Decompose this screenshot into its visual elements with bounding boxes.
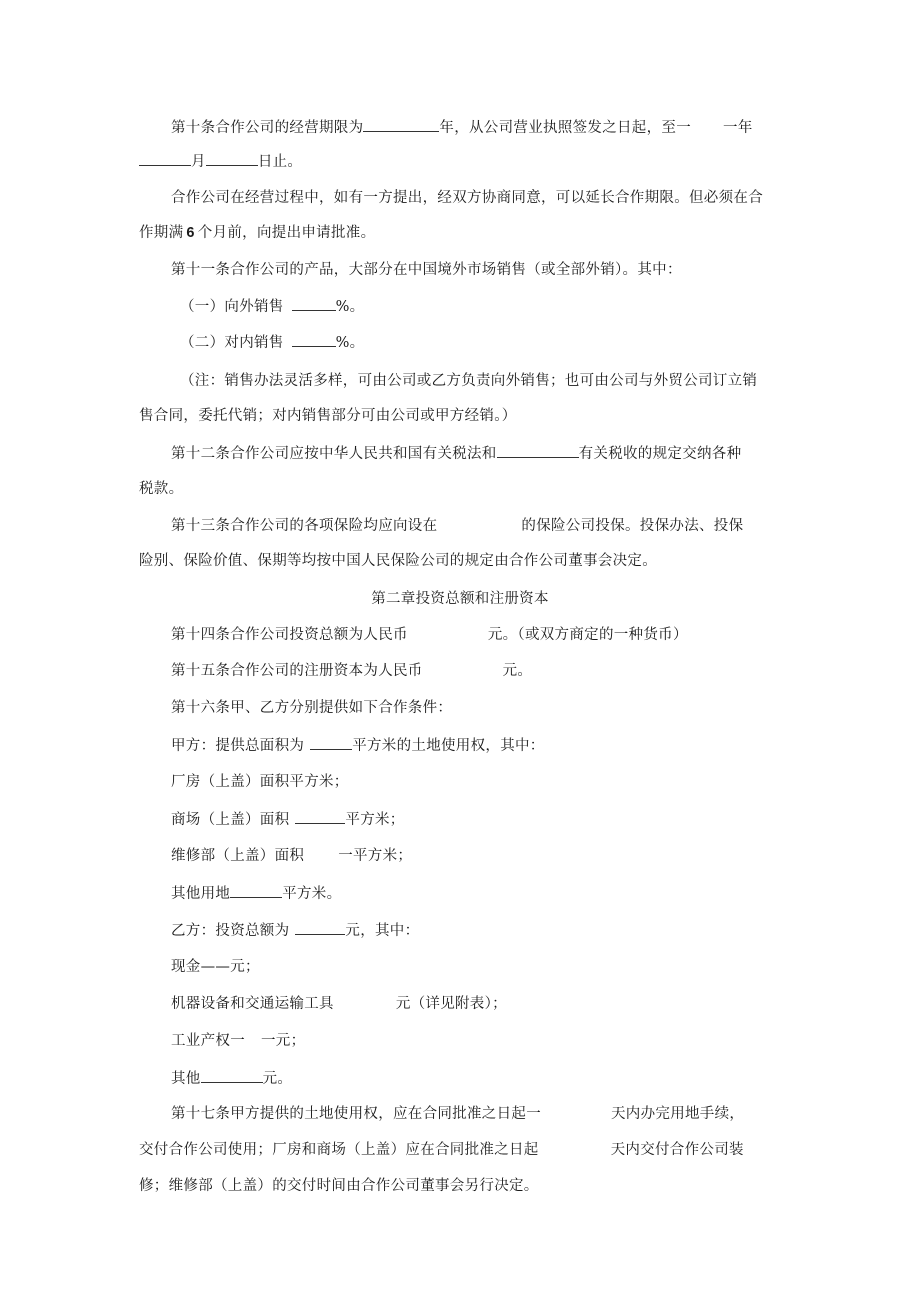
art15-line bbox=[171, 661, 532, 681]
blank-domestic-percent bbox=[292, 332, 336, 347]
art11-item2-unit: %。 bbox=[335, 335, 365, 351]
art13-line2: 险别、保险价值、保期等均按中国人民保险公司的规定由合作公司董事会决定。 bbox=[139, 553, 657, 569]
art14-text-a: 第十四条合作公司投资总额为人民币 bbox=[171, 627, 408, 643]
art10-text-d: 月 bbox=[191, 154, 206, 170]
blank-total-area bbox=[310, 735, 352, 750]
art17-line2 bbox=[139, 1140, 744, 1160]
art11-item2 bbox=[180, 332, 365, 353]
art10-text-b: 年，从公司营业执照签发之日起，至一 bbox=[439, 120, 692, 136]
art16-party-b bbox=[171, 920, 419, 941]
art12-text-a: 第十二条合作公司应按中华人民共和国有关税法和 bbox=[171, 446, 497, 462]
blank-other-land-area bbox=[230, 883, 282, 898]
blank-years bbox=[363, 117, 439, 132]
blank-mall-area bbox=[295, 809, 345, 824]
art16-other-land-text-b: 平方米。 bbox=[282, 886, 342, 902]
art16-intro: 第十六条甲、乙方分别提供如下合作条件： bbox=[171, 700, 453, 716]
blank-other-amount bbox=[201, 1068, 263, 1083]
art10-text-c: 一年 bbox=[723, 120, 753, 136]
art13-text-b: 的保险公司投保。投保办法、投保 bbox=[521, 518, 744, 534]
art10-text-e: 日止。 bbox=[257, 154, 303, 170]
art13-line1 bbox=[171, 516, 743, 536]
art16-party-a-text-a: 甲方：提供总面积为 bbox=[171, 738, 305, 754]
art17-text-d: 天内交付合作公司装 bbox=[610, 1142, 744, 1158]
art12-line2: 税款。 bbox=[139, 481, 184, 497]
art16-other-text-a: 其他 bbox=[171, 1071, 201, 1087]
blank-day bbox=[206, 151, 258, 166]
art17-line1 bbox=[171, 1104, 744, 1124]
art14-text-b: 元。（或双方商定的一种货币） bbox=[487, 627, 688, 643]
art16-machines-text-a: 机器设备和交通运输工具 bbox=[171, 996, 334, 1012]
art16-ip-text-b: 一元； bbox=[261, 1033, 306, 1049]
art16-mall-text-b: 平方米； bbox=[345, 812, 405, 828]
art10-line1 bbox=[171, 117, 753, 138]
art16-mall-text-a: 商场（上盖）面积 bbox=[171, 812, 290, 828]
art16-party-b-text-a: 乙方：投资总额为 bbox=[171, 923, 290, 939]
art10-ext-text-b: 个月前，向提出申请批准。 bbox=[197, 225, 376, 241]
blank-export-percent bbox=[292, 296, 336, 311]
art10-text-a: 第十条合作公司的经营期限为 bbox=[171, 120, 364, 136]
art16-repair-text-a: 维修部（上盖）面积 bbox=[171, 848, 305, 864]
art14-line bbox=[171, 625, 688, 645]
art15-text-a: 第十五条合作公司的注册资本为人民币 bbox=[171, 663, 423, 679]
art11-item2-label: （二）对内销售 bbox=[180, 335, 284, 351]
art10-ext-line2 bbox=[139, 223, 375, 243]
art16-ip-text-a: 工业产权一 bbox=[171, 1033, 245, 1049]
art16-mall bbox=[171, 809, 405, 830]
art16-other-land bbox=[171, 883, 341, 904]
art16-machines bbox=[171, 994, 507, 1014]
art16-other-land-text-a: 其他用地 bbox=[171, 886, 231, 902]
art11-note-line2: 售合同，委托代销；对内销售部分可由公司或甲方经销。） bbox=[139, 408, 517, 424]
blank-investment-total bbox=[295, 920, 345, 935]
art10-ext-line1: 合作公司在经营过程中，如有一方提出，经双方协商同意，可以延长合作期限。但必须在合 bbox=[171, 190, 763, 206]
art11-item1 bbox=[180, 296, 365, 317]
art11-intro: 第十一条合作公司的产品，大部分在中国境外市场销售（或全部外销）。其中： bbox=[171, 262, 682, 278]
art16-other-text-b: 元。 bbox=[262, 1071, 293, 1087]
art16-party-a bbox=[171, 735, 545, 756]
art12-line1 bbox=[171, 443, 741, 464]
art11-item1-label: （一）向外销售 bbox=[180, 299, 284, 315]
art16-machines-text-b: 元（详见附表）； bbox=[395, 996, 507, 1012]
art16-repair bbox=[171, 846, 412, 866]
art12-text-b: 有关税收的规定交纳各种 bbox=[578, 446, 742, 462]
art10-ext-number: 6 bbox=[186, 225, 195, 241]
art16-party-b-text-b: 元，其中： bbox=[345, 923, 420, 939]
art10-ext-text-a: 作期满 bbox=[139, 225, 184, 241]
art16-ip bbox=[171, 1031, 305, 1051]
art17-text-c: 交付合作公司使用；厂房和商场（上盖）应在合同批准之日起 bbox=[139, 1142, 539, 1158]
blank-tax-law bbox=[497, 443, 579, 458]
art17-text-a: 第十七条甲方提供的土地使用权，应在合同批准之日起一 bbox=[171, 1106, 541, 1122]
art17-line3: 修；维修部（上盖）的交付时间由合作公司董事会另行决定。 bbox=[139, 1178, 539, 1194]
art16-cash: 现金——元； bbox=[171, 959, 260, 975]
art16-repair-text-b: 一平方米； bbox=[338, 848, 413, 864]
art15-text-b: 元。 bbox=[502, 663, 533, 679]
art11-item1-unit: %。 bbox=[335, 299, 365, 315]
art16-party-a-text-b: 平方米的土地使用权，其中： bbox=[352, 738, 545, 754]
art13-text-a: 第十三条合作公司的各项保险均应向设在 bbox=[171, 518, 438, 534]
art10-line2 bbox=[139, 151, 302, 172]
art16-factory: 厂房（上盖）面积平方米； bbox=[171, 774, 349, 790]
art16-other bbox=[171, 1068, 292, 1089]
chapter-heading: 第二章投资总额和注册资本 bbox=[371, 591, 549, 607]
art17-text-b: 天内办完用地手续， bbox=[611, 1106, 745, 1122]
blank-month bbox=[139, 151, 191, 166]
art11-note-line1: （注：销售办法灵活多样，可由公司或乙方负责向外销售；也可由公司与外贸公司订立销 bbox=[180, 373, 758, 389]
